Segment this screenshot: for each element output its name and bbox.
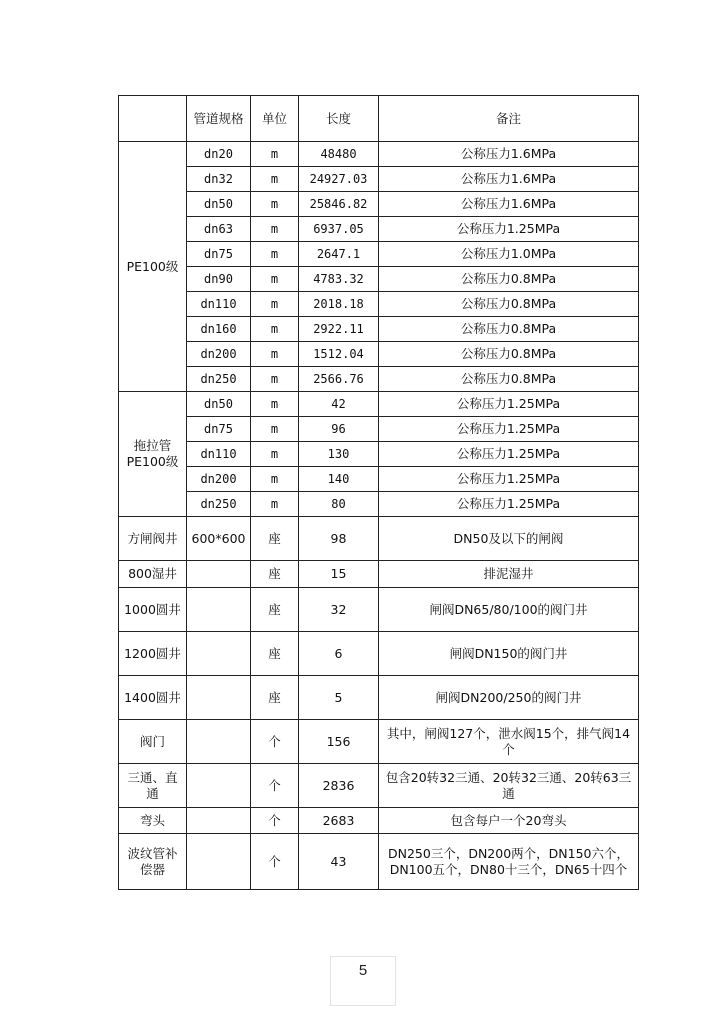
table-row <box>119 167 639 192</box>
table-row <box>119 342 639 367</box>
pipe-spec <box>187 808 251 834</box>
pipe-spec: dn50 <box>187 192 251 217</box>
length-value: 2647.1 <box>299 242 379 267</box>
table-row <box>119 764 639 808</box>
length-value: 96 <box>299 417 379 442</box>
item-name: 1400圆井 <box>119 676 187 720</box>
header-note: 备注 <box>379 96 639 142</box>
note: 包含20转32三通、20转32三通、20转63三通 <box>379 764 639 808</box>
length-value: 156 <box>299 720 379 764</box>
item-name: 弯头 <box>119 808 187 834</box>
unit: 座 <box>251 676 299 720</box>
table-row <box>119 217 639 242</box>
note: 公称压力0.8MPa <box>379 367 639 392</box>
pipe-spec: dn20 <box>187 142 251 167</box>
table-row <box>119 561 639 588</box>
pipe-spec: dn250 <box>187 492 251 517</box>
note: 公称压力1.25MPa <box>379 417 639 442</box>
pipe-spec <box>187 720 251 764</box>
table-row <box>119 292 639 317</box>
item-name: 波纹管补偿器 <box>119 834 187 890</box>
pipe-spec: dn75 <box>187 417 251 442</box>
pipe-spec: dn32 <box>187 167 251 192</box>
length-value: 2922.11 <box>299 317 379 342</box>
table-row <box>119 467 639 492</box>
item-name: 三通、直通 <box>119 764 187 808</box>
note: 闸阀DN65/80/100的阀门井 <box>379 588 639 632</box>
unit: 个 <box>251 720 299 764</box>
pipe-spec: dn200 <box>187 342 251 367</box>
length-value: 42 <box>299 392 379 417</box>
pipe-spec: dn75 <box>187 242 251 267</box>
note: 公称压力1.6MPa <box>379 142 639 167</box>
note: 公称压力1.25MPa <box>379 217 639 242</box>
table-row <box>119 242 639 267</box>
length-value: 98 <box>299 517 379 561</box>
table-row <box>119 267 639 292</box>
pipe-spec <box>187 588 251 632</box>
pipe-spec: dn110 <box>187 442 251 467</box>
unit: m <box>251 442 299 467</box>
note: 包含每户一个20弯头 <box>379 808 639 834</box>
note: 公称压力1.6MPa <box>379 192 639 217</box>
item-name: 方闸阀井 <box>119 517 187 561</box>
table-row <box>119 588 639 632</box>
header-spec: 管道规格 <box>187 96 251 142</box>
header-blank <box>119 96 187 142</box>
table-row <box>119 808 639 834</box>
note: 公称压力0.8MPa <box>379 267 639 292</box>
unit: m <box>251 267 299 292</box>
note: 公称压力0.8MPa <box>379 317 639 342</box>
length-value: 2566.76 <box>299 367 379 392</box>
note: DN50及以下的闸阀 <box>379 517 639 561</box>
unit: m <box>251 242 299 267</box>
note: 公称压力1.25MPa <box>379 467 639 492</box>
group-label-pe100: PE100级 <box>119 142 187 392</box>
length-value: 24927.03 <box>299 167 379 192</box>
unit: 个 <box>251 808 299 834</box>
unit: 座 <box>251 588 299 632</box>
table-row <box>119 492 639 517</box>
length-value: 32 <box>299 588 379 632</box>
item-name: 1000圆井 <box>119 588 187 632</box>
length-value: 2683 <box>299 808 379 834</box>
unit: 座 <box>251 517 299 561</box>
note: 公称压力1.25MPa <box>379 442 639 467</box>
materials-table <box>118 95 639 890</box>
unit: m <box>251 292 299 317</box>
header-length: 长度 <box>299 96 379 142</box>
pipe-spec <box>187 764 251 808</box>
table-row <box>119 720 639 764</box>
unit: m <box>251 167 299 192</box>
table-row <box>119 442 639 467</box>
pipe-spec: 600*600 <box>187 517 251 561</box>
pipe-spec: dn63 <box>187 217 251 242</box>
note: 闸阀DN150的阀门井 <box>379 632 639 676</box>
length-value: 48480 <box>299 142 379 167</box>
length-value: 130 <box>299 442 379 467</box>
unit: m <box>251 492 299 517</box>
pipe-spec: dn110 <box>187 292 251 317</box>
pipe-spec <box>187 834 251 890</box>
pipe-spec: dn50 <box>187 392 251 417</box>
unit: m <box>251 367 299 392</box>
unit: m <box>251 192 299 217</box>
length-value: 140 <box>299 467 379 492</box>
unit: m <box>251 142 299 167</box>
unit: m <box>251 342 299 367</box>
unit: 座 <box>251 561 299 588</box>
table-row <box>119 192 639 217</box>
unit: 个 <box>251 834 299 890</box>
group-label-tuola: 拖拉管PE100级 <box>119 392 187 517</box>
length-value: 6 <box>299 632 379 676</box>
note: 公称压力1.25MPa <box>379 392 639 417</box>
length-value: 43 <box>299 834 379 890</box>
table-row <box>119 517 639 561</box>
note: 排泥湿井 <box>379 561 639 588</box>
unit: m <box>251 467 299 492</box>
length-value: 6937.05 <box>299 217 379 242</box>
pipe-spec: dn90 <box>187 267 251 292</box>
note: 其中，闸阀127个，泄水阀15个，排气阀14个 <box>379 720 639 764</box>
table-row <box>119 676 639 720</box>
length-value: 15 <box>299 561 379 588</box>
pipe-spec: dn160 <box>187 317 251 342</box>
pipe-spec <box>187 561 251 588</box>
item-name: 800湿井 <box>119 561 187 588</box>
unit: m <box>251 417 299 442</box>
length-value: 4783.32 <box>299 267 379 292</box>
note: 公称压力1.25MPa <box>379 492 639 517</box>
note: 闸阀DN200/250的阀门井 <box>379 676 639 720</box>
unit: m <box>251 317 299 342</box>
unit: m <box>251 392 299 417</box>
note: 公称压力0.8MPa <box>379 342 639 367</box>
item-name: 1200圆井 <box>119 632 187 676</box>
pipe-spec: dn250 <box>187 367 251 392</box>
unit: 座 <box>251 632 299 676</box>
table-row <box>119 317 639 342</box>
table-row <box>119 632 639 676</box>
table-row <box>119 367 639 392</box>
length-value: 2836 <box>299 764 379 808</box>
table-row <box>119 142 639 167</box>
table-row <box>119 392 639 417</box>
pipe-spec: dn200 <box>187 467 251 492</box>
note: 公称压力1.6MPa <box>379 167 639 192</box>
page-number: 5 <box>330 956 396 1006</box>
note: 公称压力0.8MPa <box>379 292 639 317</box>
length-value: 1512.04 <box>299 342 379 367</box>
pipe-spec <box>187 676 251 720</box>
unit: 个 <box>251 764 299 808</box>
length-value: 2018.18 <box>299 292 379 317</box>
pipe-spec <box>187 632 251 676</box>
length-value: 25846.82 <box>299 192 379 217</box>
length-value: 80 <box>299 492 379 517</box>
unit: m <box>251 217 299 242</box>
table-header-row <box>119 96 639 142</box>
note: 公称压力1.0MPa <box>379 242 639 267</box>
length-value: 5 <box>299 676 379 720</box>
table-row <box>119 417 639 442</box>
header-unit: 单位 <box>251 96 299 142</box>
note: DN250三个，DN200两个，DN150六个，DN100五个，DN80十三个，DN65十四个 <box>379 834 639 890</box>
table-row <box>119 834 639 890</box>
item-name: 阀门 <box>119 720 187 764</box>
